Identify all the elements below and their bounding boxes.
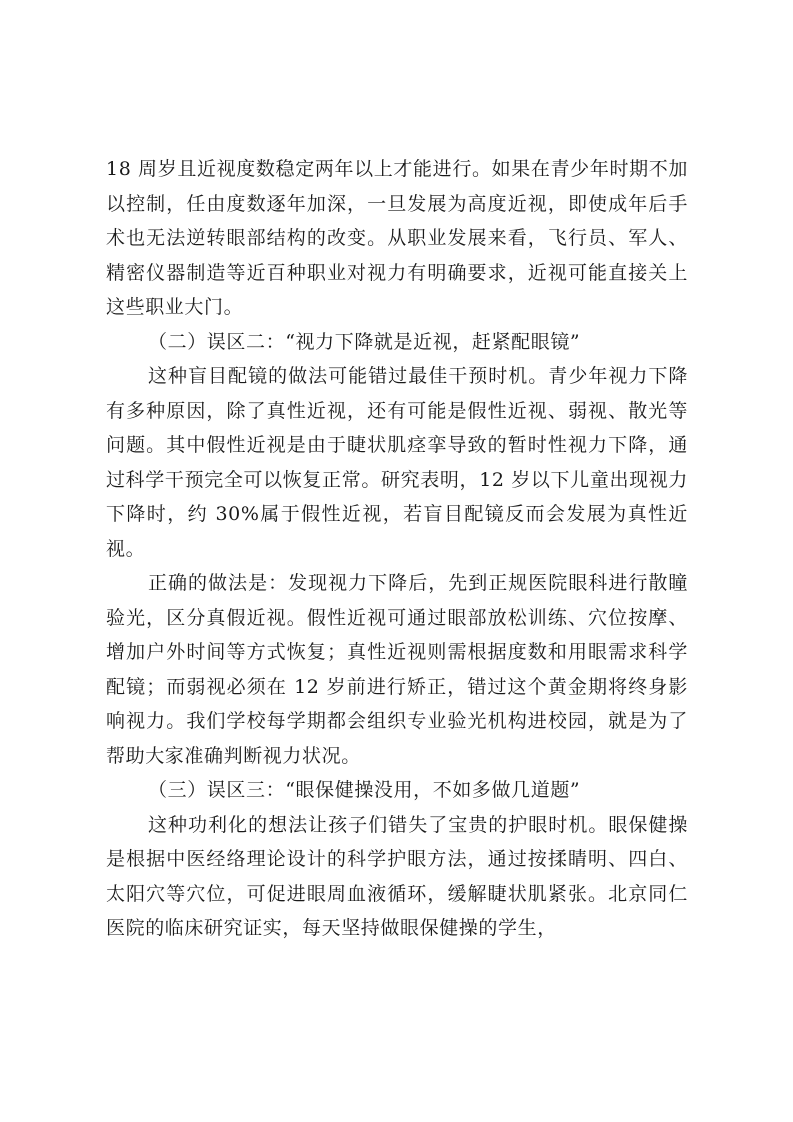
paragraph-blind-glasses: 这种盲目配镜的做法可能错过最佳干预时机。青少年视力下降有多种原因，除了真性近视，还有可能是假性近视、弱视、散光等问题。其中假性近视是由于睫状肌痉挛导致的暂时性视力下降，通过科学干预完全可以恢复正常。研究表明，12 岁以下儿童出现视力下降时，约 30%属于假性近视，若盲目配镜反而会发展为真性近视。 xyxy=(106,365,688,560)
paragraph-continuation: 18 周岁且近视度数稳定两年以上才能进行。如果在青少年时期不加以控制，任由度数逐年加深，一旦发展为高度近视，即使成年后手术也无法逆转眼部结构的改变。从职业发展来看，飞行员、军人、精密仪器制造等近百种职业对视力有明确要求，近视可能直接关上这些职业大门。 xyxy=(106,158,688,318)
document-body xyxy=(106,152,688,946)
paragraph-correct-approach: 正确的做法是：发现视力下降后，先到正规医院眼科进行散瞳验光，区分真假近视。假性近视可通过眼部放松训练、穴位按摩、增加户外时间等方式恢复；真性近视则需根据度数和用眼需求科学配镜；而弱视必须在 12 岁前进行矫正，错过这个黄金期将终身影响视力。我们学校每学期都会组织专业验光机构进校园，就是为了帮助大家准确判断视力状况。 xyxy=(106,572,688,767)
section-heading-misconception-two: （二）误区二：“视力下降就是近视，赶紧配眼镜” xyxy=(148,330,581,353)
paragraph-eye-exercises: 这种功利化的想法让孩子们错失了宝贵的护眼时机。眼保健操是根据中医经络理论设计的科学护眼方法，通过按揉睛明、四白、太阳穴等穴位，可促进眼周血液循环，缓解睫状肌紧张。北京同仁医院的临床研究证实，每天坚持做眼保健操的学生， xyxy=(106,813,688,939)
section-heading-misconception-three: （三）误区三：“眼保健操没用，不如多做几道题” xyxy=(148,779,581,801)
